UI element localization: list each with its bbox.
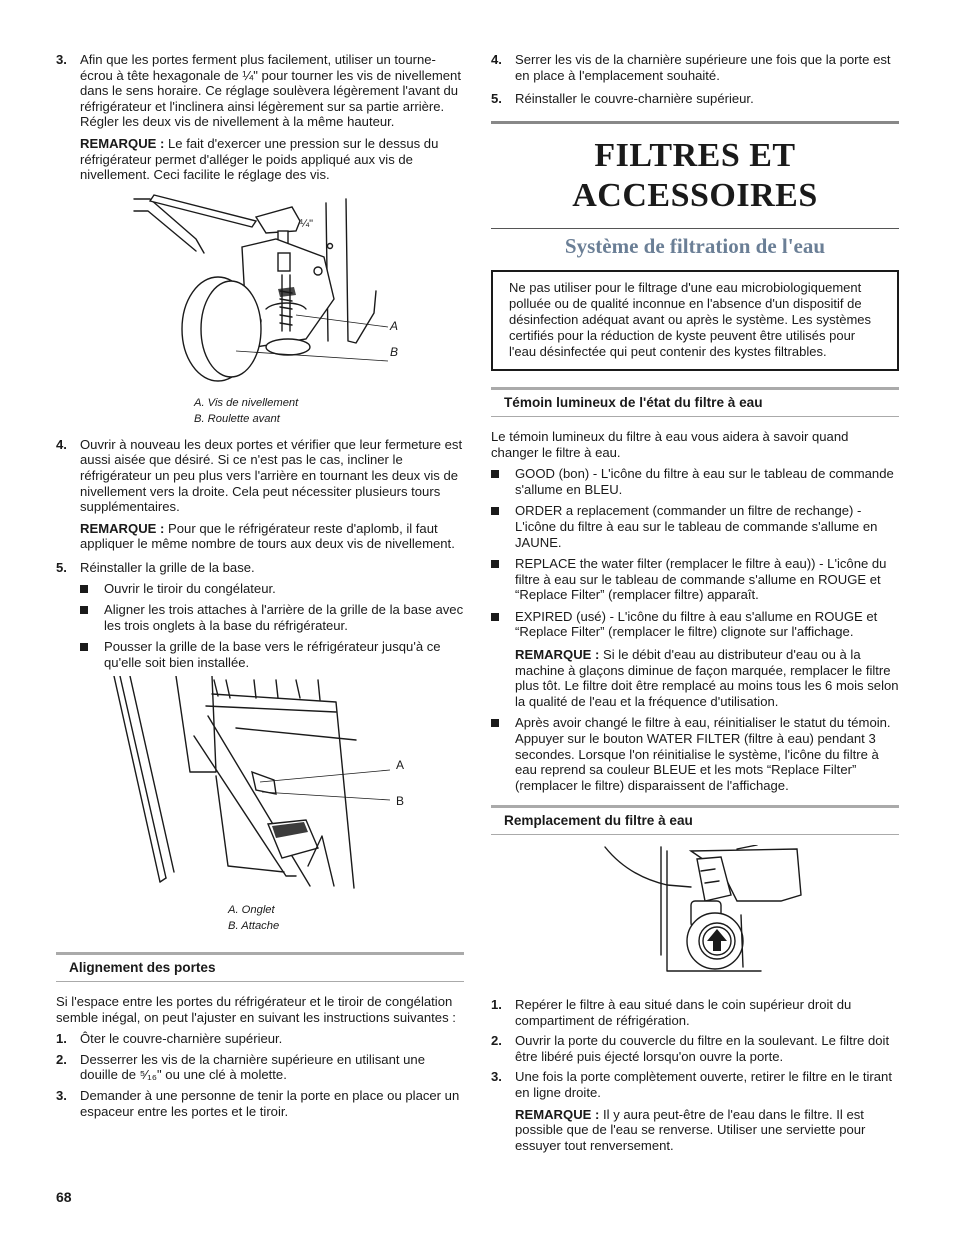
- step-number: 3.: [491, 1069, 502, 1085]
- step-number: 5.: [56, 559, 67, 575]
- figure-caption: [228, 902, 279, 934]
- figure-caption: [194, 395, 298, 427]
- alignment-step-2: [56, 1052, 464, 1083]
- caption-a: A. Vis de nivellement: [194, 396, 299, 409]
- step-text: Serrer les vis de la charnière supérieure une fois que la porte est en place à l'emplacement souhaité.: [515, 52, 891, 83]
- bullet-square-icon: [80, 643, 88, 651]
- note-label: REMARQUE :: [515, 1106, 600, 1122]
- section-heading-filter-replacement: Remplacement du filtre à eau: [491, 805, 899, 835]
- step-text: Réinstaller le couvre-charnière supérieur.: [515, 91, 754, 107]
- section-heading-door-alignment: Alignement des portes: [56, 952, 464, 982]
- step-number: 2.: [56, 1051, 67, 1067]
- bullet-square-icon: [491, 507, 499, 515]
- step-text: Une fois la porte complètement ouverte, retirer le filtre en le tirant en ligne droite.: [515, 1069, 892, 1100]
- list-item: ORDER a replacement (commander un filtre de rechange) - L'icône du filtre à eau sur le tableau de commande s'allume en JAUNE.: [491, 503, 899, 550]
- figure-base-grille: [56, 676, 464, 938]
- bullet-square-icon: [491, 719, 499, 727]
- callout-b: B: [390, 344, 399, 359]
- bullet-square-icon: [491, 613, 499, 621]
- list-item: REPLACE the water filter (remplacer le filtre à eau)) - L'icône du filtre à eau sur le tableau de commande s'allume en ROUGE et “Replace Filter” (remplacer filtre) apparaît.: [491, 556, 899, 603]
- step-number: 2.: [491, 1033, 502, 1049]
- step-3-leveling: [56, 52, 464, 183]
- note-text: Si le débit d'eau au distributeur d'eau ou à la machine à glaçons diminue de façon marquée, remplacer le filtre plus tôt. Le filtre doit être remplacé au moins tous les 6 mois selon la qualité de l'eau et la fréquence d'utilisation.: [515, 647, 899, 709]
- replacement-step-1: [491, 997, 899, 1028]
- step-number: 4.: [56, 436, 67, 452]
- caption-a: A. Onglet: [228, 904, 275, 917]
- step-number: 3.: [56, 1088, 67, 1104]
- alignment-step-3: [56, 1088, 464, 1119]
- figure-water-filter: [491, 845, 899, 985]
- callout-a: A: [390, 318, 399, 333]
- step-4-check-doors: [56, 437, 464, 552]
- figure-leveling-screw: [56, 191, 464, 431]
- step-text: Repérer le filtre à eau situé dans le coin supérieur droit du compartiment de réfrigération.: [515, 997, 852, 1028]
- replacement-step-3: [491, 1069, 899, 1153]
- list-item: Aligner les trois attaches à l'arrière de la grille de la base avec les trois onglets à la base du réfrigérateur.: [80, 602, 464, 633]
- note-label: REMARQUE :: [515, 647, 600, 663]
- note-text: Pour que le réfrigérateur reste d'aplomb, il faut appliquer le même nombre de tours aux deux vis de nivellement.: [80, 520, 455, 552]
- base-grille-illustration: [56, 676, 464, 894]
- step-text: Ouvrir la porte du couvercle du filtre en la soulevant. Le filtre doit être libéré puis éjecté lorsqu'on ouvre la porte.: [515, 1033, 890, 1064]
- bullet-square-icon: [491, 470, 499, 478]
- note: [80, 521, 464, 552]
- caption-b: B. Attache: [228, 920, 280, 933]
- replacement-step-2: [491, 1033, 899, 1064]
- section-intro: Le témoin lumineux du filtre à eau vous aidera à savoir quand changer le filtre à eau.: [491, 428, 849, 460]
- note: [80, 136, 464, 183]
- list-item: EXPIRED (usé) - L'icône du filtre à eau s'allume en ROUGE et “Replace Filter” (remplacer le filtre) clignote sur l'affichage. REMARQUE : Si le débit d'eau au distributeur d'eau ou à la machine à glaçons diminue de façon marquée, remplacer le filtre plus tôt. Le filtre doit être remplacé au moins tous les 6 mois selon la qualité de l'eau et la fréquence d'utilisation.: [491, 609, 899, 710]
- leveling-screw-illustration: [56, 191, 464, 391]
- step-5-reinstall-grille: [56, 560, 464, 671]
- list-item: Ouvrir le tiroir du congélateur.: [80, 581, 464, 597]
- step-text: Afin que les portes ferment plus facilement, utiliser un tourne-écrou à tête hexagonale de ¼" pour tourner les vis de nivellement dans le sens horaire. Ce réglage soulèvera légèrement l'avant du réfrigérateur et l'inclinera ainsi légèrement sur sa partie arrière. Régler les deux vis de nivellement à la même hauteur.: [80, 52, 461, 130]
- list-item: GOOD (bon) - L'icône du filtre à eau sur le tableau de commande s'allume en BLEU.: [491, 466, 899, 497]
- callout-b: B: [396, 794, 405, 809]
- size-label: ¼": [300, 217, 314, 230]
- hinge-step-4: [491, 52, 899, 83]
- hinge-step-5: [491, 91, 899, 107]
- section-heading-filter-indicator: Témoin lumineux de l'état du filtre à eau: [491, 387, 899, 417]
- note: [515, 1107, 899, 1154]
- list-item: Après avoir changé le filtre à eau, réinitialiser le statut du témoin. Appuyer sur le bouton WATER FILTER (filtre à eau) pendant 3 secondes. Lorsque l'on réinitialise le système, l'icône du filtre à eau reprend sa couleur BLEUE et les mots “Replace Filter” (remplacer le filtre) disparaissent de l'affichage.: [491, 715, 899, 793]
- subchapter-title: Système de filtration de l'eau: [564, 233, 826, 258]
- water-filter-illustration: [491, 845, 899, 985]
- bullet-square-icon: [80, 585, 88, 593]
- chapter-title: FILTRES ET ACCESSOIRES: [572, 136, 818, 214]
- step-number: 1.: [491, 997, 502, 1013]
- step-text: Demander à une personne de tenir la porte en place ou placer un espaceur entre les portes et le tiroir.: [80, 1088, 460, 1119]
- note-text: Le fait d'exercer une pression sur le dessus du réfrigérateur permet d'alléger le poids appliqué aux vis de nivellement. Ceci facilite le réglage des vis.: [80, 135, 439, 183]
- page-number: 68: [56, 1189, 72, 1205]
- alignment-step-1: [56, 1031, 464, 1047]
- step-number: 4.: [491, 52, 502, 67]
- warning-box: Ne pas utiliser pour le filtrage d'une eau microbiologiquement polluée ou de qualité inconnue en l'absence d'un dispositif de désinfection adéquat avant ou après le système. Les systèmes certifiés pour la réduction de kyste peuvent être utilisés pour l'eau désinfectée qui peut contenir des kystes filtrables.: [491, 270, 899, 371]
- step-text: Ouvrir à nouveau les deux portes et vérifier que leur fermeture est aussi aisée que désiré. Si ce n'est pas le cas, incliner le réfrigérateur un peu plus vers l'arrière en tournant les deux vis de nivellement vers la droite. Cela peut nécessiter plusieurs tours supplémentaires.: [80, 436, 463, 515]
- left-column: [56, 52, 464, 1127]
- note: [515, 647, 899, 709]
- note-text: Il y aura peut-être de l'eau dans le filtre. Il est possible que de l'eau se renverse. Utiliser une serviette pour essuyer tout renversement.: [515, 1106, 866, 1153]
- step-text: Réinstaller la grille de la base.: [80, 559, 255, 575]
- step-text: Ôter le couvre-charnière supérieur.: [80, 1031, 283, 1047]
- caption-b: B. Roulette avant: [194, 412, 280, 425]
- right-column: [491, 52, 899, 1161]
- note-label: REMARQUE :: [80, 135, 165, 151]
- section-intro: Si l'espace entre les portes du réfrigérateur et le tiroir de congélation semble inégal, on peut l'ajuster en suivant les instructions suivantes :: [56, 994, 456, 1025]
- callout-a: A: [396, 758, 405, 773]
- bullet-square-icon: [491, 560, 499, 568]
- step-number: 5.: [491, 91, 502, 107]
- step-number: 1.: [56, 1031, 67, 1047]
- bullet-square-icon: [80, 606, 88, 614]
- note-label: REMARQUE :: [80, 520, 165, 536]
- list-item: Pousser la grille de la base vers le réfrigérateur jusqu'à ce qu'elle soit bien installée.: [80, 639, 464, 670]
- step-text: Desserrer les vis de la charnière supérieure en utilisant une douille de ⁵⁄₁₆" ou une clé à molette.: [80, 1051, 425, 1083]
- step-number: 3.: [56, 52, 67, 67]
